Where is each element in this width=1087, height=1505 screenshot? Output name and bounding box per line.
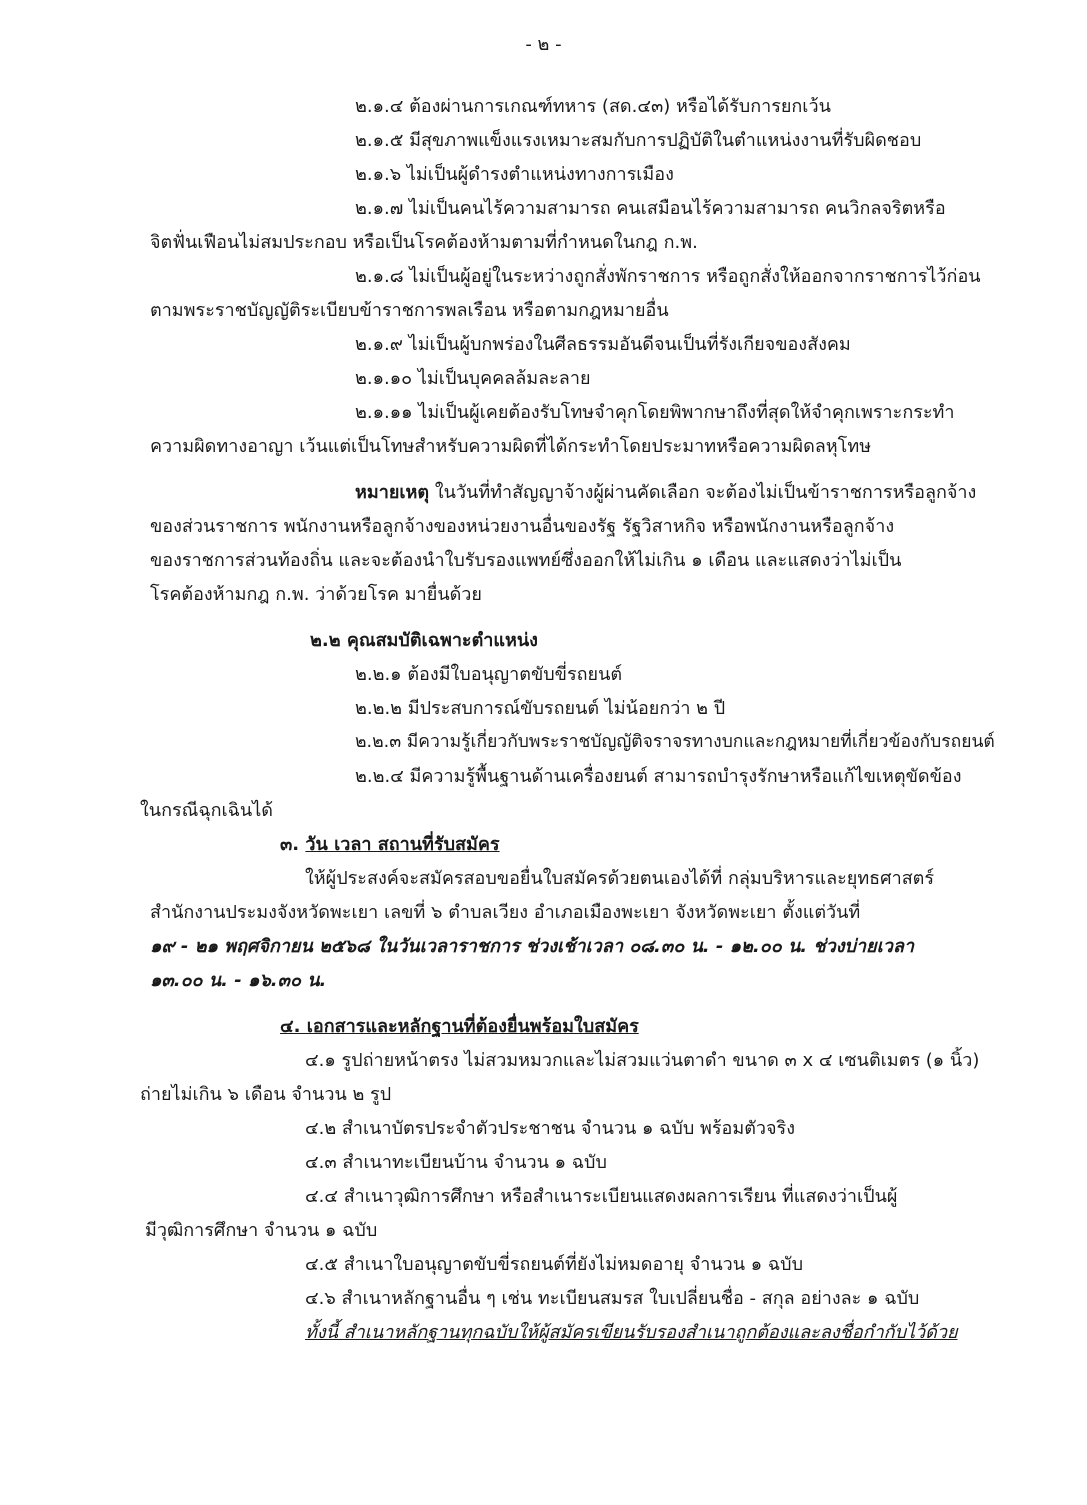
document-body <box>140 90 998 1350</box>
item-2-1-6: ๒.๑.๖ ไม่เป็นผู้ดำรงตำแหน่งทางการเมือง <box>355 164 674 185</box>
item-2-1-11: ๒.๑.๑๑ ไม่เป็นผู้เคยต้องรับโทษจำคุกโดยพิพากษาถึงที่สุดให้จำคุกเพราะกระทำ <box>355 402 955 423</box>
item-4-6: ๔.๖ สำเนาหลักฐานอื่น ๆ เช่น ทะเบียนสมรส ใบเปลี่ยนชื่อ - สกุล อย่างละ ๑ ฉบับ <box>305 1288 920 1309</box>
section-4-heading: ๔. เอกสารและหลักฐานที่ต้องยื่นพร้อมใบสมัคร <box>280 1016 639 1037</box>
section-3-line-2: สำนักงานประมงจังหวัดพะเยา เลขที่ ๖ ตำบลเวียง อำเภอเมืองพะเยา จังหวัดพะเยา ตั้งแต่วันที่ <box>150 902 861 923</box>
section-3 <box>150 828 998 998</box>
item-2-2-1: ๒.๒.๑ ต้องมีใบอนุญาตขับขี่รถยนต์ <box>355 664 623 685</box>
item-2-1-7-cont: จิตฟั่นเฟือนไม่สมประกอบ หรือเป็นโรคต้องห้ามตามที่กำหนดในกฎ ก.พ. <box>150 232 698 253</box>
item-4-5: ๔.๕ สำเนาใบอนุญาตขับขี่รถยนต์ที่ยังไม่หมดอายุ จำนวน ๑ ฉบับ <box>305 1254 804 1275</box>
item-4-1-cont: ถ่ายไม่เกิน ๖ เดือน จำนวน ๒ รูป <box>140 1084 392 1105</box>
general-qualifications <box>150 90 998 464</box>
note-line-3: ของราชการส่วนท้องถิ่น และจะต้องนำใบรับรองแพทย์ซึ่งออกให้ไม่เกิน ๑ เดือน และแสดงว่าไม่เป็น <box>150 550 902 571</box>
item-2-1-5: ๒.๑.๕ มีสุขภาพแข็งแรงเหมาะสมกับการปฏิบัติในตำแหน่งงานที่รับผิดชอบ <box>355 130 922 151</box>
item-2-1-11-cont: ความผิดทางอาญา เว้นแต่เป็นโทษสำหรับความผิดที่ได้กระทำโดยประมาทหรือความผิดลหุโทษ <box>150 436 872 457</box>
page-number: - ๒ - <box>525 34 562 55</box>
item-4-4: ๔.๔ สำเนาวุฒิการศึกษา หรือสำเนาระเบียนแสดงผลการเรียน ที่แสดงว่าเป็นผู้ <box>305 1186 898 1207</box>
item-2-2-2: ๒.๒.๒ มีประสบการณ์ขับรถยนต์ ไม่น้อยกว่า ๒ ปี <box>355 698 726 719</box>
item-2-1-4: ๒.๑.๔ ต้องผ่านการเกณฑ์ทหาร (สด.๔๓) หรือได้รับการยกเว้น <box>355 96 831 117</box>
section-3-line-1: ให้ผู้ประสงค์จะสมัครสอบขอยื่นใบสมัครด้วยตนเองได้ที่ กลุ่มบริหารและยุทธศาสตร์ <box>305 868 935 889</box>
section-3-dates: ๑๙ - ๒๑ พฤศจิกายน ๒๕๖๘ ในวันเวลาราชการ ช่วงเช้าเวลา ๐๘.๓๐ น. - ๑๒.๐๐ น. ช่วงบ่ายเวลา <box>150 936 914 957</box>
note-label: หมายเหตุ <box>355 482 430 503</box>
item-2-1-10: ๒.๑.๑๐ ไม่เป็นบุคคลล้มละลาย <box>355 368 591 389</box>
item-4-4-cont: มีวุฒิการศึกษา จำนวน ๑ ฉบับ <box>145 1220 378 1241</box>
item-2-1-9: ๒.๑.๙ ไม่เป็นผู้บกพร่องในศีลธรรมอันดีจนเป็นที่รังเกียจของสังคม <box>355 334 851 355</box>
note-line-2: ของส่วนราชการ พนักงานหรือลูกจ้างของหน่วยงานอื่นของรัฐ รัฐวิสาหกิจ หรือพนักงานหรือลูกจ้าง <box>150 516 895 537</box>
item-2-1-8: ๒.๑.๘ ไม่เป็นผู้อยู่ในระหว่างถูกสั่งพักราชการ หรือถูกสั่งให้ออกจากราชการไว้ก่อน <box>355 266 981 287</box>
item-2-2-3: ๒.๒.๓ มีความรู้เกี่ยวกับพระราชบัญญัติจราจรทางบกและกฎหมายที่เกี่ยวข้องกับรถยนต์ <box>355 732 995 752</box>
item-4-2: ๔.๒ สำเนาบัตรประจำตัวประชาชน จำนวน ๑ ฉบับ พร้อมตัวจริง <box>305 1118 795 1139</box>
item-4-1: ๔.๑ รูปถ่ายหน้าตรง ไม่สวมหมวกและไม่สวมแว่นตาดำ ขนาด ๓ x ๔ เซนติเมตร (๑ นิ้ว) <box>305 1050 980 1071</box>
item-2-1-8-cont: ตามพระราชบัญญัติระเบียบข้าราชการพลเรือน หรือตามกฎหมายอื่น <box>150 300 669 321</box>
specific-qualifications <box>140 624 998 828</box>
section-4 <box>140 1010 998 1350</box>
note-line-1: หมายเหตุ ในวันที่ทำสัญญาจ้างผู้ผ่านคัดเลือก จะต้องไม่เป็นข้าราชการหรือลูกจ้าง <box>355 482 977 503</box>
item-2-2-4: ๒.๒.๔ มีความรู้พื้นฐานด้านเครื่องยนต์ สามารถบำรุงรักษาหรือแก้ไขเหตุขัดข้อง <box>355 766 962 787</box>
item-4-3: ๔.๓ สำเนาทะเบียนบ้าน จำนวน ๑ ฉบับ <box>305 1152 607 1173</box>
item-2-2-4-cont: ในกรณีฉุกเฉินได้ <box>140 800 273 821</box>
section-2-2-heading: ๒.๒ คุณสมบัติเฉพาะตำแหน่ง <box>310 630 538 651</box>
certification-note: ทั้งนี้ สำเนาหลักฐานทุกฉบับให้ผู้สมัครเขียนรับรองสำเนาถูกต้องและลงชื่อกำกับไว้ด้วย <box>305 1322 958 1343</box>
item-2-1-7: ๒.๑.๗ ไม่เป็นคนไร้ความสามารถ คนเสมือนไร้ความสามารถ คนวิกลจริตหรือ <box>355 198 946 219</box>
section-3-times: ๑๓.๐๐ น. - ๑๖.๓๐ น. <box>150 970 327 991</box>
note-line-4: โรคต้องห้ามกฎ ก.พ. ว่าด้วยโรค มายื่นด้วย <box>150 584 482 605</box>
section-3-heading: ๓. วัน เวลา สถานที่รับสมัคร <box>280 834 500 855</box>
note-block <box>150 476 998 612</box>
